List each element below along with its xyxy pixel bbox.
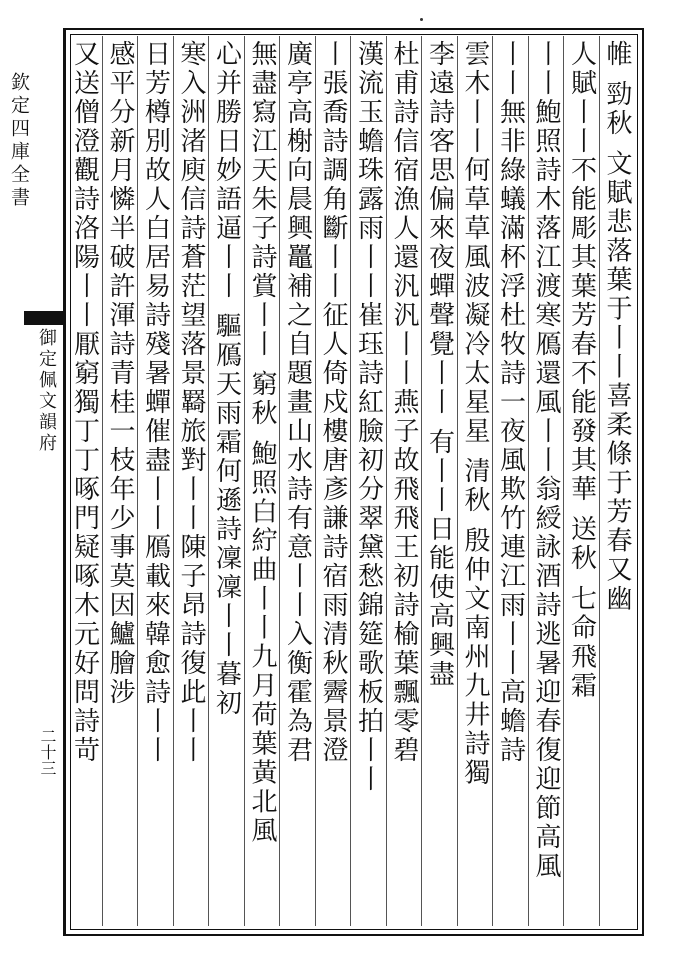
text-column: 無盡寫江天朱子詩賞丨丨 窮秋 鮑照白紵曲丨丨九月荷葉黃北風 [247,40,277,846]
column-rule [457,36,458,926]
column-rule [350,36,351,926]
text-column: 雲木丨丨何草草風波凝冷太星星 清秋 殷仲文南州九井詩獨 [460,40,490,788]
book-title: 御定佩文韻府 [36,328,57,454]
text-column: 又送僧澄觀詩洛陽丨丨厭窮獨丁丁啄門疑啄木元好問詩苛 [69,40,100,765]
column-rule [208,36,209,926]
text-column: 感平分新月憐半破許渾詩青桂一枝年少事莫因鱸膾涉 [105,40,135,707]
page-number: 二十三 [38,728,57,776]
text-column: 帷 勁秋 文賦悲落葉于丨丨喜柔條于芳春又幽 [602,40,632,614]
column-rule [279,36,280,926]
fishtail-mark [24,311,64,325]
text-column: 心并勝日妙語逼丨丨 驅鴈天雨霜何遜詩凜凜丨丨暮初 [211,40,242,719]
text-column: 人賦丨丨不能彫其葉芳春不能發其華 送秋 七命飛霜 [566,40,597,701]
ink-speck [420,18,423,21]
column-rule [599,36,600,926]
text-column: 杜甫詩信宿漁人還汎汎丨丨燕子故飛飛王初詩榆葉飄零碧 [389,40,419,765]
column-rule [528,36,529,926]
column-rule [421,36,422,926]
column-rule [137,36,138,926]
text-column: 李遠詩客思偏來夜蟬聲覺丨丨 有丨丨日能使高興盡 [424,40,455,690]
column-rule [102,36,103,926]
page-spine [0,28,64,936]
text-column: 丨丨鮑照詩木落江渡寒鴈還風丨丨翁綬詠酒詩逃暑迎春復迎節高風 [531,40,561,881]
text-column: 漢流玉蟾珠露雨丨丨崔珏詩紅臉初分翠黛愁錦筵歌板拍丨丨 [353,40,384,794]
book-series-title: 欽定四庫全書 [8,72,30,210]
text-column: 寒入洲渚庾信詩蒼茫望落景羇旅對丨丨陳子昂詩復此丨丨 [176,40,206,765]
column-rule [315,36,316,926]
column-rule [244,36,245,926]
text-column: 日芳樽別故人白居易詩殘暑蟬催盡丨丨鴈載來韓愈詩丨丨 [140,40,171,765]
text-column: 丨丨無非綠蟻滿杯浮杜牧詩一夜風欺竹連江雨丨丨高蟾詩 [495,40,526,765]
column-rule [173,36,174,926]
column-rule [386,36,387,926]
column-rule [563,36,564,926]
column-rule [492,36,493,926]
text-column: 廣亭高榭向晨興鼉補之自題畫山水詩有意丨丨入衡霍為君 [282,40,313,765]
text-column: 丨張喬詩調角斷丨丨征人倚戍樓唐彥謙詩宿雨清秋霽景澄 [318,40,348,765]
